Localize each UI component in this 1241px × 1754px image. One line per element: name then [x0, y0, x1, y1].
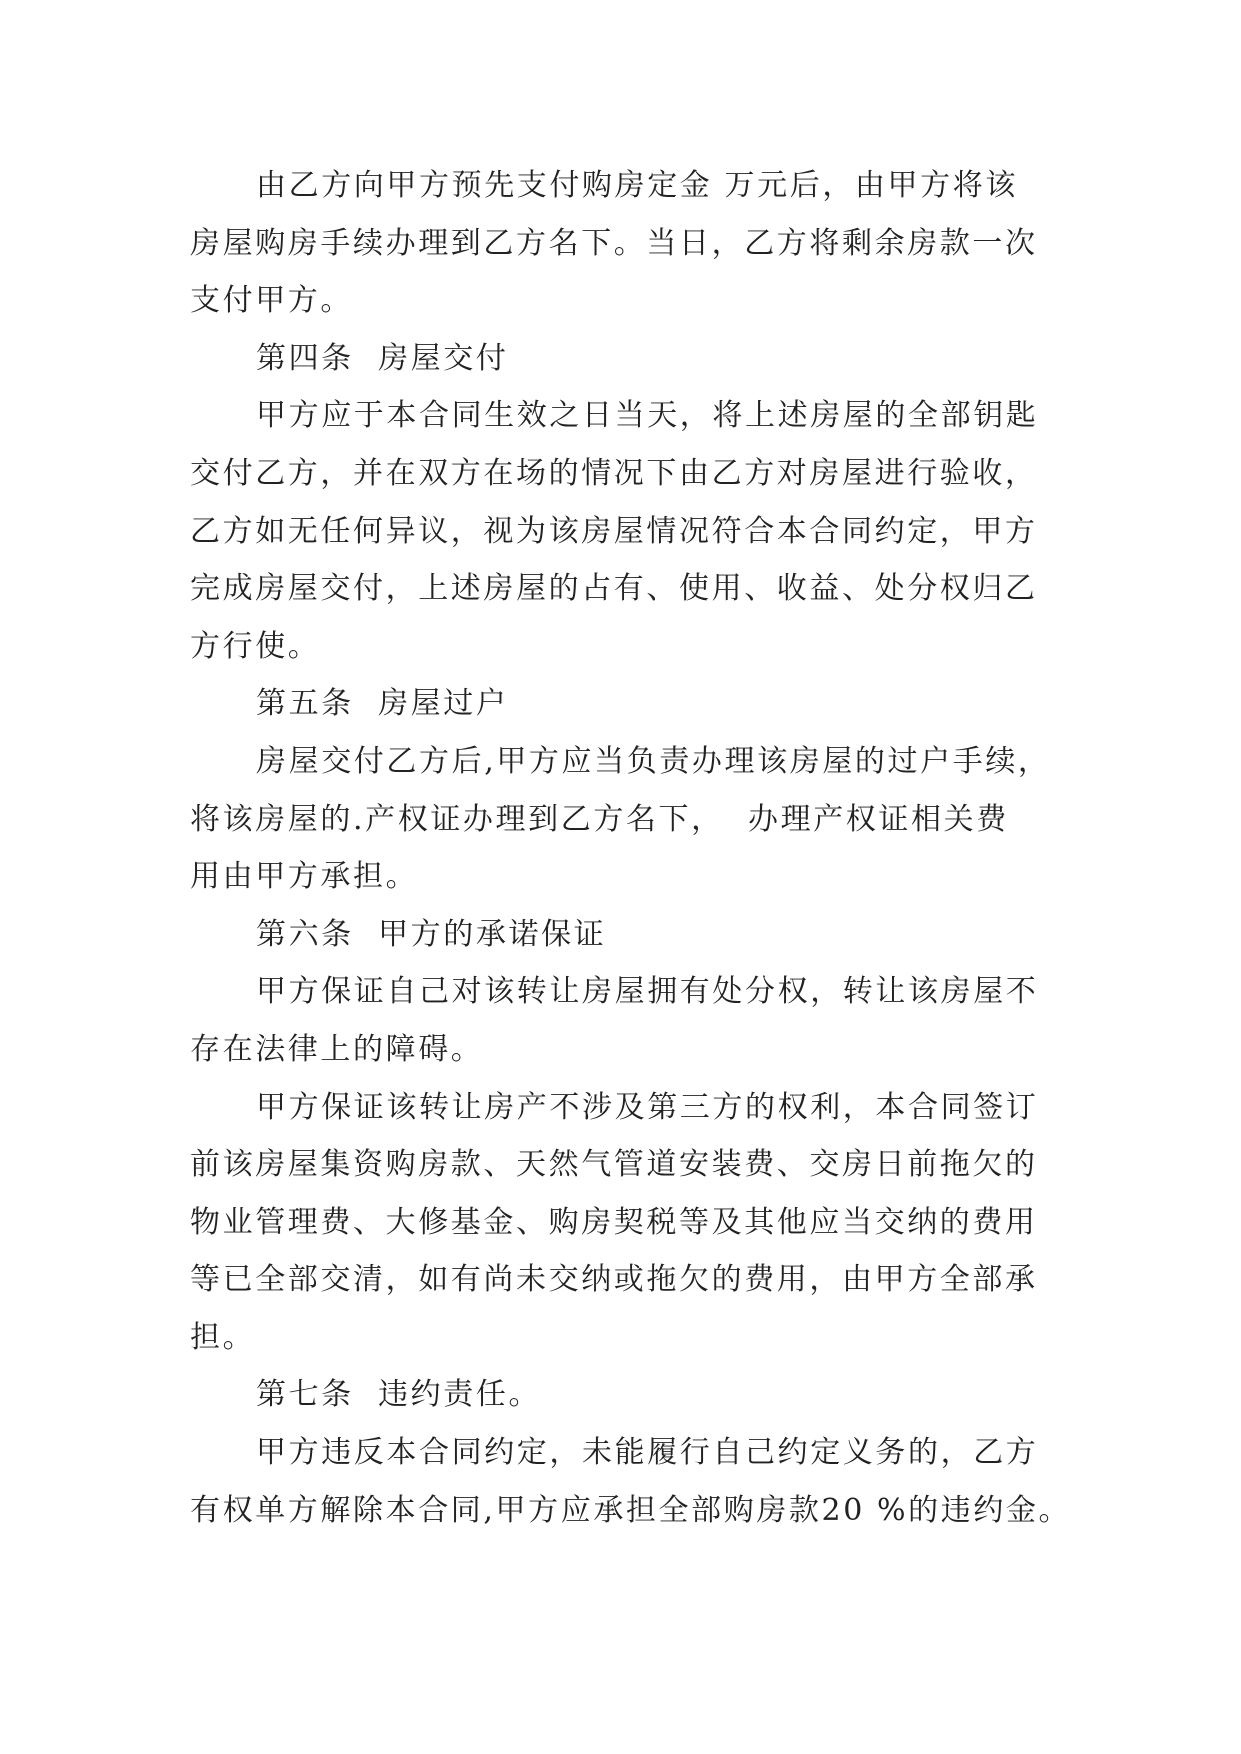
- article-heading: 第四条 房屋交付: [256, 340, 509, 376]
- text-line: 担。: [190, 1319, 256, 1355]
- text-line: 方行使。: [190, 628, 321, 664]
- text-line: 物业管理费、大修基金、购房契税等及其他应当交纳的费用: [190, 1204, 1038, 1240]
- text-line: 甲方违反本合同约定，未能履行自己约定义务的，乙方: [256, 1435, 1039, 1471]
- text-line: 乙方如无任何异议，视为该房屋情况符合本合同约定，甲方: [190, 513, 1038, 549]
- text-line: 甲方应于本合同生效之日当天，将上述房屋的全部钥匙: [256, 398, 1039, 434]
- text-line: 交付乙方，并在双方在场的情况下由乙方对房屋进行验收，: [190, 455, 1038, 491]
- article-heading: 第六条 甲方的承诺保证: [256, 916, 607, 952]
- text-line: 甲方保证该转让房产不涉及第三方的权利，本合同签订: [256, 1089, 1039, 1125]
- article-heading: 第七条 违约责任。: [256, 1377, 542, 1413]
- text-line: 等已全部交清，如有尚未交纳或拖欠的费用，由甲方全部承: [190, 1262, 1038, 1298]
- text-line: 完成房屋交付，上述房屋的占有、使用、收益、处分权归乙: [190, 571, 1038, 607]
- text-line: 有权单方解除本合同,甲方应承担全部购房款20 %的违约金。: [190, 1492, 1072, 1528]
- article-heading: 第五条 房屋过户: [256, 686, 509, 722]
- text-line: 由乙方向甲方预先支付购房定金 万元后，由甲方将该: [256, 168, 1018, 203]
- text-line: 支付甲方。: [190, 283, 353, 319]
- text-line: 存在法律上的障碍。: [190, 1031, 484, 1067]
- text-line: 前该房屋集资购房款、天然气管道安装费、交房日前拖欠的: [190, 1147, 1038, 1183]
- text-line: 甲方保证自己对该转让房屋拥有处分权，转让该房屋不: [256, 974, 1039, 1010]
- text-line: 用由甲方承担。: [190, 859, 419, 895]
- document-body: [190, 157, 1072, 1539]
- text-line: 房屋交付乙方后,甲方应当负责办理该房屋的过户手续，: [256, 743, 1051, 779]
- text-line: 房屋购房手续办理到乙方名下。当日，乙方将剩余房款一次: [190, 225, 1038, 261]
- text-line: 将该房屋的.产权证办理到乙方名下， 办理产权证相关费: [190, 801, 1009, 837]
